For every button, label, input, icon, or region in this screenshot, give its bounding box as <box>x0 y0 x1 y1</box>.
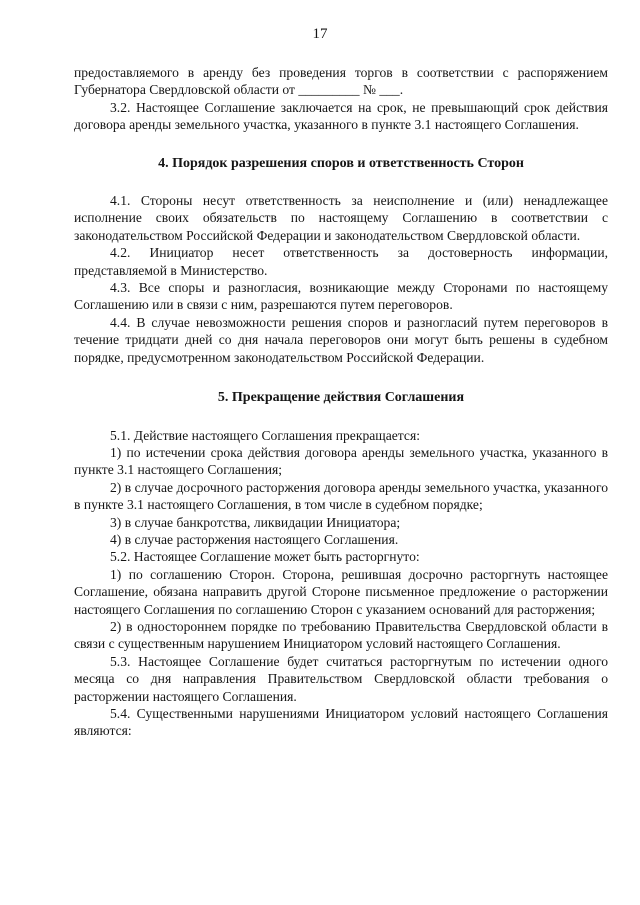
paragraph-3-1-continuation: предоставляемого в аренду без проведения торгов в соответствии с распоряжением Губернатора Свердловской области от _________ № ___. <box>74 65 608 98</box>
document-body <box>74 64 608 740</box>
paragraph-5-2-item-2: 2) в одностороннем порядке по требованию Правительства Свердловской области в связи с существенным нарушением Инициатором условий настоящего Соглашения. <box>74 618 608 652</box>
section-4-heading: 4. Порядок разрешения споров и ответственность Сторон <box>158 155 524 171</box>
paragraph-5-1-item-3: 3) в случае банкротства, ликвидации Инициатора; <box>110 514 401 530</box>
page-number: 17 <box>312 26 328 42</box>
paragraph-4-4: 4.4. В случае невозможности решения споров и разногласий путем переговоров в течение тридцати дней со дня начала переговоров они могут быть решены в судебном порядке, предусмотренном законодательством Российской Федерации. <box>74 314 608 365</box>
paragraph-4-1: 4.1. Стороны несут ответственность за неисполнение и (или) ненадлежащее исполнение своих обязательств по настоящему Соглашению в соответствии с законодательством Российской Федерации и законодательством Свердловской области. <box>74 193 608 243</box>
paragraph-5-2: 5.2. Настоящее Соглашение может быть расторгнуто: <box>110 549 420 565</box>
paragraph-5-2-item-1: 1) по соглашению Сторон. Сторона, решившая досрочно расторгнуть настоящее Соглашение, обязана направить другой Стороне письменное предложение о расторжении настоящего Соглашения по соглашению Сторон с указанием оснований для расторжения; <box>74 566 608 617</box>
paragraph-4-2: 4.2. Инициатор несет ответственность за достоверность информации, представляемой в Министерство. <box>74 245 608 278</box>
paragraph-5-1-item-2: 2) в случае досрочного расторжения договора аренды земельного участка, указанного в пункте 3.1 настоящего Соглашения, в том числе в судебном порядке; <box>74 479 608 513</box>
paragraph-5-3: 5.3. Настоящее Соглашение будет считаться расторгнутым по истечении одного месяца со дня направления Правительством Свердловской области требования о расторжении настоящего Соглашения. <box>74 653 608 704</box>
section-5-heading: 5. Прекращение действия Соглашения <box>217 390 465 406</box>
paragraph-5-1-item-4: 4) в случае расторжения настоящего Соглашения. <box>110 531 399 547</box>
paragraph-5-1-item-1: 1) по истечении срока действия договора аренды земельного участка, указанного в пункте 3.1 настоящего Соглашения; <box>74 444 608 478</box>
paragraph-4-3: 4.3. Все споры и разногласия, возникающие между Сторонами по настоящему Соглашению или в связи с ним, разрешаются путем переговоров. <box>74 280 608 313</box>
paragraph-5-1: 5.1. Действие настоящего Соглашения прекращается: <box>110 427 420 443</box>
paragraph-5-4: 5.4. Существенными нарушениями Инициатором условий настоящего Соглашения являются: <box>74 706 608 739</box>
paragraph-3-2: 3.2. Настоящее Соглашение заключается на срок, не превышающий срок действия договора аренды земельного участка, указанного в пункте 3.1 настоящего Соглашения. <box>74 99 608 133</box>
